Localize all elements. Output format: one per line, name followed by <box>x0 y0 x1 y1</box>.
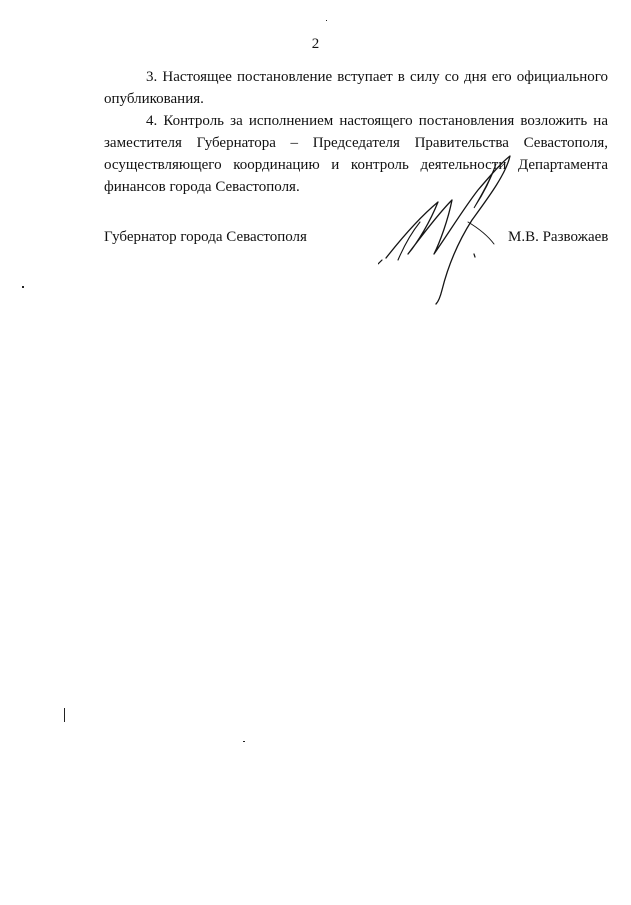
signatory-name: М.В. Развожаев <box>508 229 609 245</box>
handwritten-signature <box>378 150 528 305</box>
scan-speck <box>64 708 65 722</box>
scan-speck <box>243 741 245 742</box>
scan-speck <box>22 286 24 288</box>
page-number: 2 <box>311 36 320 52</box>
paragraph-4: 4. Контроль за исполнением настоящего постановления возложить на заместителя Губернатора – Председателя Правительства Севастополя, осуществляющего координацию и контроль деятельности Департамента финансов города Севастополя. <box>104 113 608 195</box>
signatory-title: Губернатор города Севастополя <box>104 229 307 245</box>
paragraph-3: 3. Настоящее постановление вступает в силу со дня его официального опубликования. <box>104 69 608 107</box>
scan-speck <box>326 20 327 21</box>
